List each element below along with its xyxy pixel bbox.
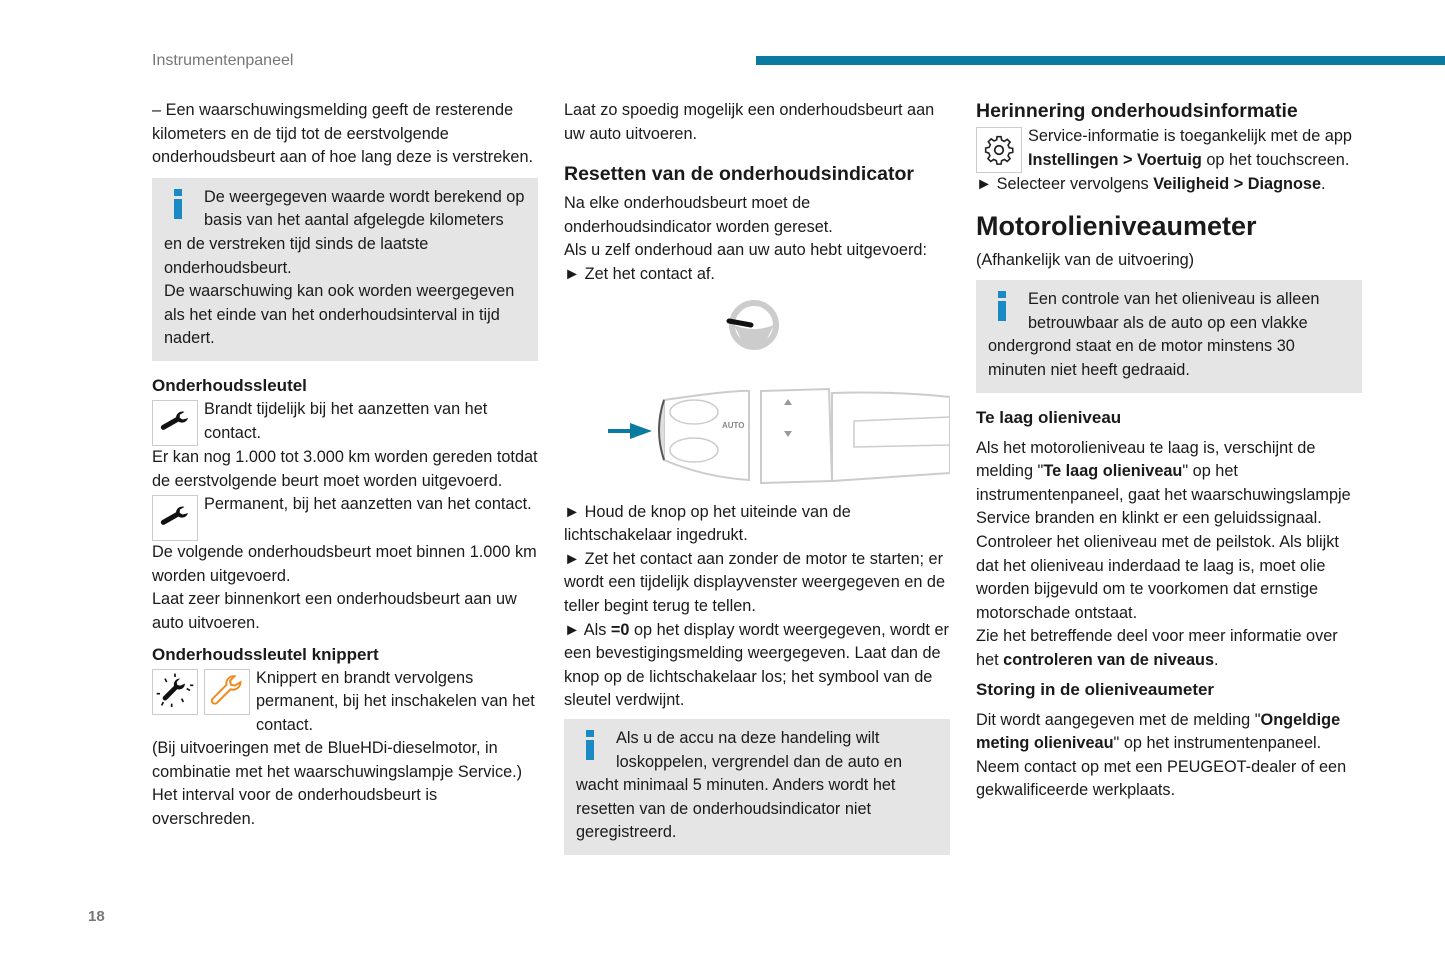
heading-blink: Onderhoudssleutel knippert bbox=[152, 644, 379, 664]
paragraph: Als u zelf onderhoud aan uw auto hebt uitgevoerd: bbox=[564, 241, 927, 260]
info-box bbox=[152, 178, 538, 361]
key-text: De volgende onderhoudsbeurt moet binnen 1.000 km worden uitgevoerd. bbox=[152, 543, 537, 585]
key-desc: Permanent, bij het aanzetten van het contact. bbox=[204, 495, 532, 514]
reminder-step: ► Selecteer vervolgens Veiligheid > Diagnose. bbox=[976, 175, 1326, 193]
header-accent-bar bbox=[756, 56, 1445, 65]
info-text: Een controle van het olieniveau is alleen betrouwbaar als de auto op een vlakke ondergrond staat en de motor minstens 30 minuten niet heeft gedraaid. bbox=[988, 290, 1320, 379]
heading-fault: Storing in de olieniveaumeter bbox=[976, 679, 1215, 699]
wrench-orange-icon bbox=[204, 669, 250, 715]
step: ► Zet het contact aan zonder de motor te starten; er wordt een tijdelijk displayvenster weergegeven en de teller begint terug te tellen. bbox=[564, 549, 946, 615]
info-text: Als u de accu na deze handeling wilt loskoppelen, vergrendel dan de auto en wacht minimaal 5 minuten. Anders wordt het resetten van de onderhoudsindicator niet geregistreerd. bbox=[576, 728, 903, 842]
step: ► Houd de knop op het uiteinde van de lichtschakelaar ingedrukt. bbox=[564, 502, 851, 545]
blink-text: (Bij uitvoeringen met de BlueHDi-dieselmotor, in combinatie met het waarschuwingslampje Service.) bbox=[152, 739, 523, 781]
fault-text: Dit wordt aangegeven met de melding "Ongeldige meting olieniveau" op het instrumentenpaneel. Neem contact op met een PEUGEOT-dealer of een gekwalificeerde werkplaats. bbox=[976, 710, 1347, 800]
auto-label: AUTO bbox=[722, 420, 745, 430]
column-middle bbox=[564, 99, 950, 867]
step: ► Zet het contact af. bbox=[564, 264, 715, 283]
key-text: Laat zeer binnenkort een onderhoudsbeurt aan uw auto uitvoeren. bbox=[152, 590, 517, 632]
info-box bbox=[564, 719, 950, 855]
intro-text: Laat zo spoedig mogelijk een onderhoudsbeurt aan uw auto uitvoeren. bbox=[564, 101, 935, 143]
column-left bbox=[152, 99, 538, 832]
info-icon bbox=[168, 189, 194, 227]
blink-desc: Knippert en brandt vervolgens permanent, bij het inschakelen van het contact. bbox=[256, 668, 535, 734]
wrench-blinking-icon bbox=[152, 669, 198, 715]
info-icon bbox=[580, 730, 606, 768]
key-desc: Brandt tijdelijk bij het aanzetten van het contact. bbox=[204, 399, 488, 442]
info-icon bbox=[992, 291, 1018, 329]
column-right bbox=[976, 99, 1362, 803]
blink-text: Het interval voor de onderhoudsbeurt is overschreden. bbox=[152, 786, 438, 829]
page-number: 18 bbox=[88, 908, 105, 925]
section-title: Motorolieniveaumeter bbox=[976, 210, 1257, 241]
subtitle: (Afhankelijk van de uitvoering) bbox=[976, 250, 1195, 269]
step: ► Als =0 op het display wordt weergegeven, wordt er een bevestigingsmelding weergegeven. Laat dan de knop op de lichtschakelaar los; het symbool van de sleutel verdwijnt. bbox=[564, 620, 949, 710]
info-text: De waarschuwing kan ook worden weergegeven als het einde van het onderhoudsinterval in tijd nadert. bbox=[164, 282, 515, 348]
heading-key: Onderhoudssleutel bbox=[152, 375, 307, 395]
key-text: Er kan nog 1.000 tot 3.000 km worden gereden totdat de eerstvolgende beurt moet worden uitgevoerd. bbox=[152, 447, 538, 490]
heading-reset: Resetten van de onderhoudsindicator bbox=[564, 163, 914, 186]
info-text: De weergegeven waarde wordt berekend op basis van het aantal afgelegde kilometers en de verstreken tijd sinds de laatste onderhoudsbeurt. bbox=[164, 187, 525, 277]
intro-text: – Een waarschuwingsmelding geeft de resterende kilometers en de tijd tot de eerstvolgende onderhoudsbeurt aan of hoe lang deze is verstreken. bbox=[152, 101, 534, 167]
reminder-text: Service-informatie is toegankelijk met de app Instellingen > Voertuig op het touchscreen. bbox=[1028, 127, 1352, 169]
wrench-icon bbox=[152, 400, 198, 446]
low-oil-text: Als het motorolieniveau te laag is, verschijnt de melding "Te laag olieniveau" op het instrumentenpaneel, gaat het waarschuwingslampje Service branden en klinkt er een geluidssignaal. Controleer het olieniveau met de peilstok. Als blijkt dat het olieniveau inderdaad te laag is, moet olie worden bijgevuld om te voorkomen dat ernstige motorschade ontstaat. bbox=[976, 438, 1351, 622]
heading-reminder: Herinnering onderhoudsinformatie bbox=[976, 100, 1298, 122]
steering-wheel-icon bbox=[564, 295, 950, 495]
info-box bbox=[976, 280, 1362, 392]
low-oil-text: Zie het betreffende deel voor meer informatie over het controleren van de niveaus. bbox=[976, 627, 1338, 669]
paragraph: Na elke onderhoudsbeurt moet de onderhoudsindicator worden gereset. bbox=[564, 194, 833, 236]
wrench-icon bbox=[152, 495, 198, 541]
light-stalk-illustration bbox=[564, 295, 950, 495]
heading-low-oil: Te laag olieniveau bbox=[976, 407, 1122, 427]
gear-icon bbox=[976, 127, 1022, 173]
section-header: Instrumentenpaneel bbox=[152, 52, 294, 69]
